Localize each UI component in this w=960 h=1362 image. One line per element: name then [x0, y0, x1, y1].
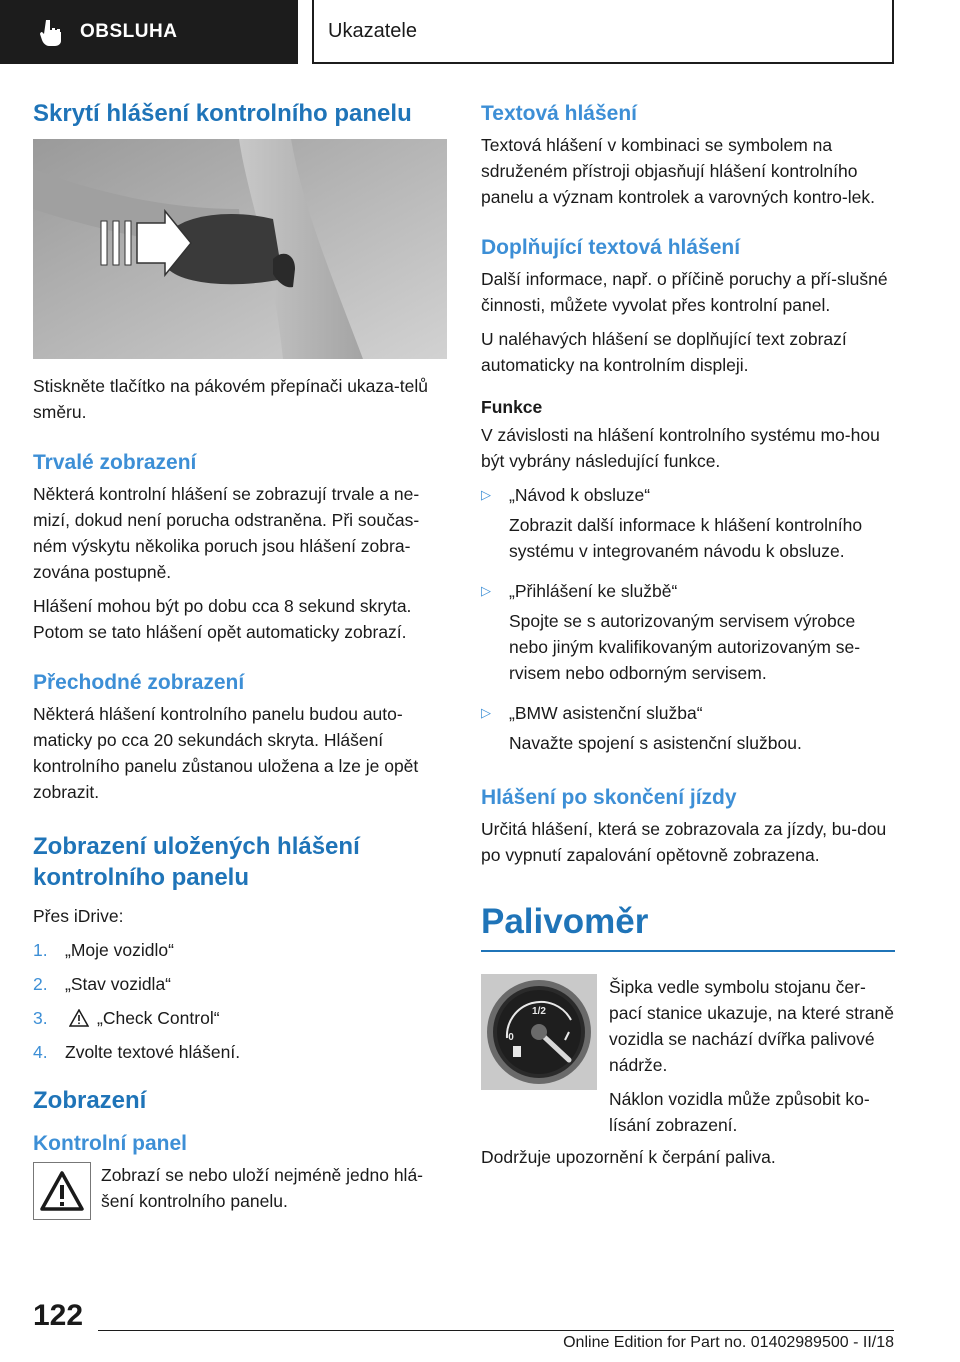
step-number: 1. [33, 940, 48, 960]
item-desc: Spojte se s autorizovaným servisem výrobce nebo jiným kvalifikovaným autorizovaným se-rvisem nebo odborným servisem. [509, 611, 861, 683]
item-desc: Zobrazit další informace k hlášení kontrolního systému v integrovaném návodu k obsluze. [509, 515, 863, 561]
paragraph: Některá kontrolní hlášení se zobrazují trvale a ne-mizí, dokud není porucha odstraněna. Při součas-ném výskytu několika poruch jsou hlášení zobra-zována postupně. [33, 484, 420, 582]
paragraph: Textová hlášení v kombinaci se symbolem na sdruženém přístroji objasňují hlášení kontrolního panelu a význam kontrolek a varovných kontro-lek. [481, 135, 875, 207]
triangle-bullet-icon: ▷ [481, 583, 491, 598]
chapter-label: Ukazatele [328, 19, 417, 42]
photo-caption: Stiskněte tlačítko na pákovém přepínači ukaza-telů směru. [33, 376, 428, 422]
steps-list [33, 937, 447, 1065]
step-text: „Check Control“ [97, 1008, 220, 1028]
list-item [481, 482, 895, 568]
list-item [33, 971, 447, 997]
heading-ulozena: Zobrazení uložených hlášení kontrolního panelu [33, 833, 360, 891]
heading-kontrolni-panel: Kontrolní panel [33, 1132, 187, 1155]
item-title: „Návod k obsluze“ [509, 485, 651, 505]
triangle-bullet-icon: ▷ [481, 705, 491, 720]
list-item [33, 937, 447, 963]
warning-triangle-icon [33, 1162, 91, 1220]
section-title-skryti: Skrytí hlášení kontrolního panelu [33, 100, 412, 127]
chapter-title [312, 0, 894, 64]
step-text: Zvolte textové hlášení. [65, 1042, 241, 1062]
page-number: 122 [33, 1299, 84, 1332]
item-desc: Navažte spojení s asistenční službou. [509, 733, 802, 753]
heading-textova: Textová hlášení [481, 102, 638, 125]
heading-zobrazeni: Zobrazení [33, 1087, 147, 1114]
gauge-half-label: 1/2 [532, 1006, 546, 1017]
warning-triangle-icon [69, 1009, 89, 1027]
item-title: „BMW asistenční služba“ [509, 703, 703, 723]
heading-funkce: Funkce [481, 397, 543, 417]
step-text: „Stav vozidla“ [65, 974, 172, 994]
fuel-gauge-image [481, 974, 597, 1090]
paragraph: Přes iDrive: [33, 906, 124, 926]
left-column [33, 98, 447, 1222]
step-number: 3. [33, 1008, 48, 1028]
paragraph: Dodržuje upozornění k čerpání paliva. [481, 1147, 776, 1167]
heading-doplnujici: Doplňující textová hlášení [481, 236, 741, 259]
function-list [481, 482, 895, 760]
list-item [33, 1005, 447, 1031]
item-title: „Přihlášení ke službě“ [509, 581, 678, 601]
paragraph: Šipka vedle symbolu stojanu čer-pací stanice ukazuje, na které straně vozidla se nachází dvířka palivové nádrže. [609, 977, 895, 1075]
warning-note [33, 1162, 447, 1222]
paragraph: U naléhavých hlášení se doplňující text zobrazí automaticky na kontrolním displeji. [481, 329, 847, 375]
fuel-gauge-block [481, 974, 895, 1138]
heading-po-jizde: Hlášení po skončení jízdy [481, 786, 737, 809]
step-number: 4. [33, 1042, 48, 1062]
paragraph: Další informace, např. o příčině poruchy a pří-slušné činnosti, můžete vyvolat přes kontrolní panel. [481, 269, 888, 315]
step-number: 2. [33, 974, 48, 994]
edition-note: Online Edition for Part no. 01402989500 - II/18 [563, 1334, 894, 1351]
heading-prechodne: Přechodné zobrazení [33, 671, 245, 694]
section-tab [0, 0, 298, 64]
gauge-zero-label: 0 [508, 1032, 514, 1043]
section-label: OBSLUHA [80, 21, 178, 42]
paragraph: V závislosti na hlášení kontrolního systému mo-hou být vybrány následující funkce. [481, 425, 880, 471]
right-column [481, 98, 895, 1178]
paragraph: Náklon vozidla může způsobit ko-lísání zobrazení. [609, 1089, 870, 1135]
paragraph: Určitá hlášení, která se zobrazovala za jízdy, bu-dou po vypnutí zapalování opětovně zobrazena. [481, 819, 887, 865]
hand-pointer-icon [36, 17, 66, 47]
footer-divider [98, 1330, 894, 1331]
list-item [33, 1039, 447, 1065]
warning-text: Zobrazí se nebo uloží nejméně jedno hlá-šení kontrolního panelu. [101, 1165, 424, 1211]
heading-trvale: Trvalé zobrazení [33, 451, 197, 474]
fuel-gauge-text [609, 974, 895, 1138]
paragraph: Hlášení mohou být po dobu cca 8 sekund skryta. Potom se tato hlášení opět automaticky zobrazí. [33, 596, 412, 642]
list-item [481, 578, 895, 690]
paragraph: Některá hlášení kontrolního panelu budou auto-maticky po cca 20 sekundách skryta. Hlášení kontrolního panelu zůstanou uložena a lze je opět zobrazit. [33, 704, 419, 802]
heading-palivomer: Palivoměr [481, 900, 895, 952]
step-content [65, 1005, 220, 1031]
step-text: „Moje vozidlo“ [65, 940, 174, 960]
triangle-bullet-icon: ▷ [481, 487, 491, 502]
list-item [481, 700, 895, 760]
turn-signal-stalk-photo [33, 139, 447, 359]
